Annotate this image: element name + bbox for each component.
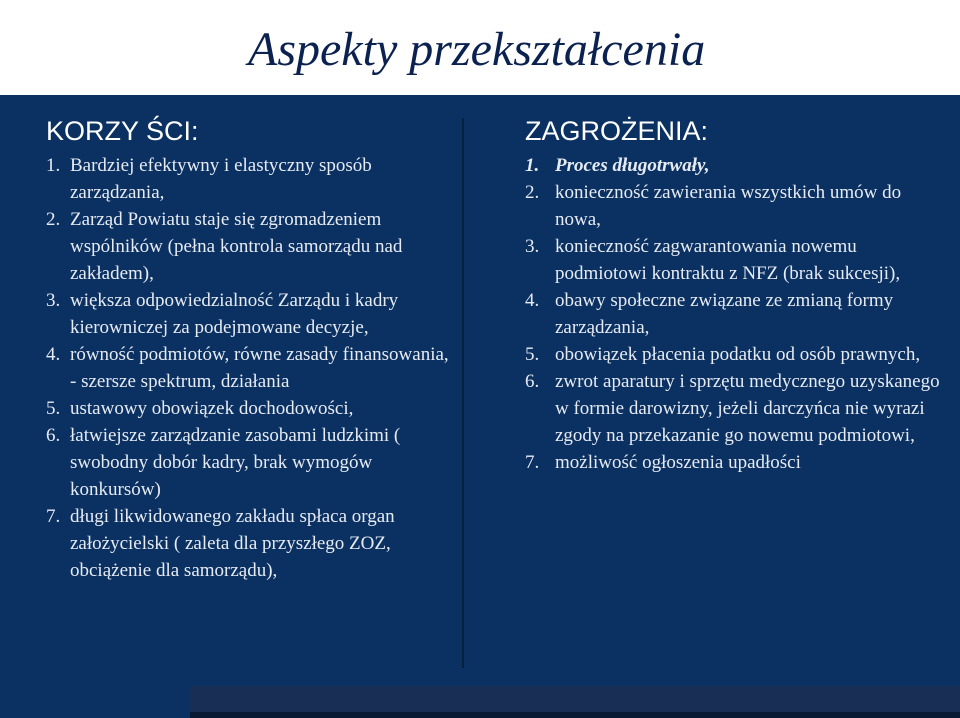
- item-text: konieczność zawierania wszystkich umów do nowa,: [555, 182, 902, 230]
- benefits-heading: KORZY ŚCI:: [46, 116, 199, 146]
- item-number: 3.: [525, 236, 540, 257]
- list-item: [46, 395, 456, 422]
- item-number: 3.: [46, 290, 61, 311]
- list-item: [46, 422, 456, 503]
- footer-bar: [190, 686, 960, 712]
- item-text: Proces długotrwały,: [555, 155, 710, 176]
- list-item: [46, 503, 456, 584]
- benefits-column: [46, 112, 456, 584]
- item-number: 5.: [46, 398, 61, 419]
- list-item: [46, 287, 456, 341]
- risks-column: [525, 112, 940, 476]
- item-text: równość podmiotów, równe zasady finansowania, - szersze spektrum, działania: [70, 344, 449, 392]
- item-text: konieczność zagwarantowania nowemu podmiotowi kontraktu z NFZ (brak sukcesji),: [555, 236, 901, 284]
- list-item: [525, 152, 940, 179]
- item-text: obawy społeczne związane ze zmianą formy zarządzania,: [555, 290, 894, 338]
- risks-heading: ZAGROŻENIA:: [525, 116, 709, 146]
- item-text: Zarząd Powiatu staje się zgromadzeniem wspólników (pełna kontrola samorządu nad zakładem),: [70, 209, 403, 284]
- footer-bar-edge: [190, 712, 960, 718]
- item-number: 1.: [46, 155, 61, 176]
- list-item: [46, 341, 456, 395]
- item-number: 4.: [46, 344, 61, 365]
- item-number: 6.: [525, 371, 540, 392]
- list-item: [525, 449, 940, 476]
- list-item: [525, 368, 940, 449]
- slide-title: Aspekty przekształcenia: [248, 23, 706, 76]
- column-divider: [462, 118, 464, 668]
- item-number: 2.: [525, 182, 540, 203]
- list-item: [525, 179, 940, 233]
- item-number: 6.: [46, 425, 61, 446]
- item-text: możliwość ogłoszenia upadłości: [555, 452, 801, 473]
- item-number: 5.: [525, 344, 540, 365]
- list-item: [46, 206, 456, 287]
- list-item: [46, 152, 456, 206]
- item-text: Bardziej efektywny i elastyczny sposób zarządzania,: [70, 155, 372, 203]
- item-number: 4.: [525, 290, 540, 311]
- item-number: 7.: [525, 452, 540, 473]
- item-number: 1.: [525, 155, 540, 176]
- list-item: [525, 341, 940, 368]
- item-text: zwrot aparatury i sprzętu medycznego uzyskanego w formie darowizny, jeżeli darczyńca nie wyrazi zgody na przekazanie go nowemu podmiotowi,: [555, 371, 940, 446]
- list-item: [525, 233, 940, 287]
- item-text: łatwiejsze zarządzanie zasobami ludzkimi ( swobodny dobór kadry, brak wymogów konkursów): [70, 425, 401, 500]
- item-number: 7.: [46, 506, 61, 527]
- item-text: większa odpowiedzialność Zarządu i kadry kierowniczej za podejmowane decyzje,: [70, 290, 399, 338]
- item-text: obowiązek płacenia podatku od osób prawnych,: [555, 344, 921, 365]
- item-number: 2.: [46, 209, 61, 230]
- list-item: [525, 287, 940, 341]
- item-text: długi likwidowanego zakładu spłaca organ założycielski ( zaleta dla przyszłego ZOZ, obciążenie dla samorządu),: [70, 506, 395, 581]
- item-text: ustawowy obowiązek dochodowości,: [70, 398, 354, 419]
